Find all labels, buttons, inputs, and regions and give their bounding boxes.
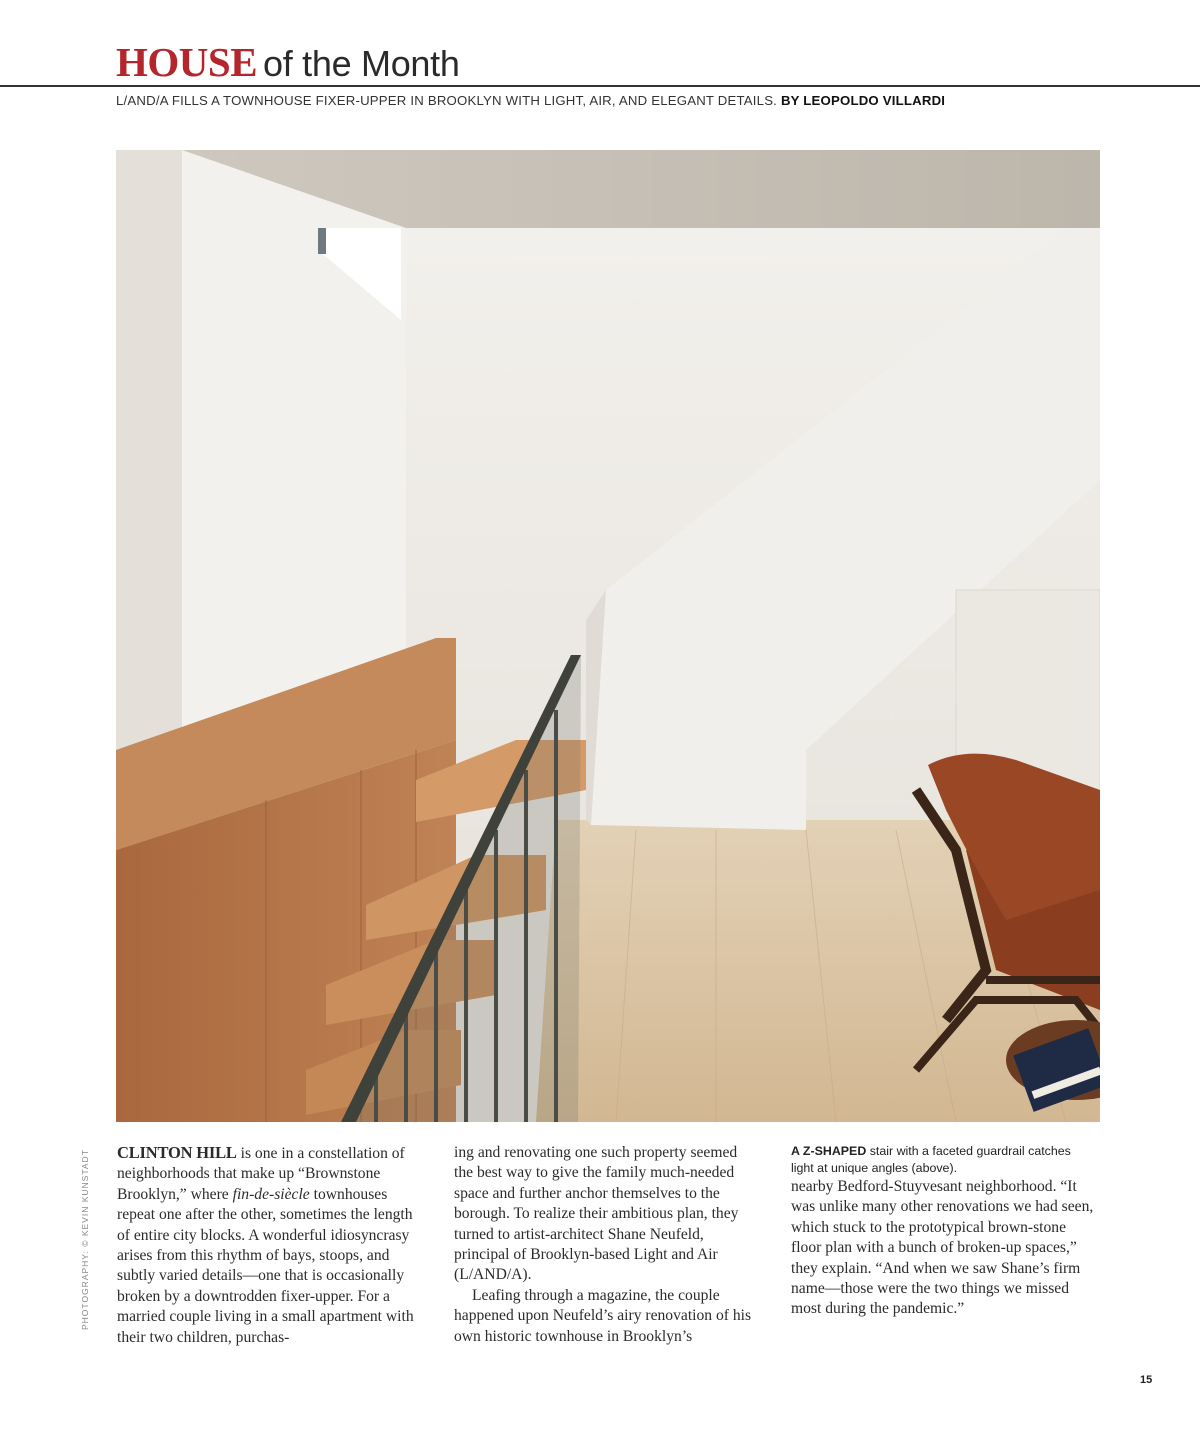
skylight-frame xyxy=(318,228,326,254)
article-paragraph-1-cont: ing and renovating one such property seemed the best way to give the family much-needed space and further anchor themselves to the borough. To realize their ambitious plan, they turned to artist-architect Shane Neufeld, principal of Brooklyn-based Light and Air (L/AND/A). xyxy=(454,1144,739,1284)
photo-credit-text: PHOTOGRAPHY: © KEVIN KUNSTADT xyxy=(80,1149,90,1330)
stair-interior-illustration xyxy=(116,150,1100,1122)
article-column-1 xyxy=(117,1143,422,1348)
left-wall-shadow xyxy=(116,150,182,750)
dek-text: L/AND/A FILLS A TOWNHOUSE FIXER-UPPER IN BROOKLYN WITH LIGHT, AIR, AND ELEGANT DETAILS. xyxy=(116,93,778,108)
dek xyxy=(116,93,945,108)
photo-caption xyxy=(791,1143,1096,1177)
drop-lead: CLINTON HILL xyxy=(117,1143,237,1162)
header-rule xyxy=(0,85,1200,87)
page-number: 15 xyxy=(1140,1374,1153,1386)
photo-credit xyxy=(80,1149,94,1330)
article-paragraph-3: nearby Bedford-Stuyvesant neighborhood. “It was unlike many other renovations we had seen, which stuck to the prototypical brown-stone floor plan with a bunch of broken-up spaces,” they explain. “And when we saw Shane’s firm name—those were the two things we missed most during the pandemic.” xyxy=(791,1178,1094,1318)
caption-lead: A Z-SHAPED xyxy=(791,1144,867,1158)
byline: BY LEOPOLDO VILLARDI xyxy=(780,93,946,108)
section-title-bold: HOUSE xyxy=(116,39,258,85)
hero-photo xyxy=(116,150,1100,1122)
article-italic: fin-de-siècle xyxy=(232,1185,310,1203)
article-text: townhouses repeat one after the other, sometimes the length of entire city blocks. A wonderful idiosyncrasy arises from this rhythm of bays, stoops, and subtly varied details—one that is occasionally broken by a downtrodden fixer-upper. For a married couple living in a small apartment with their two children, purchas- xyxy=(117,1185,414,1346)
article-column-3 xyxy=(791,1143,1096,1320)
section-title xyxy=(116,38,460,84)
section-title-light: of the Month xyxy=(263,43,460,84)
article-paragraph-1 xyxy=(117,1143,422,1348)
article-text: is one in a constellation of neighborhoods that make up “Brownstone Brooklyn,” where xyxy=(117,1145,405,1203)
article-column-2 xyxy=(454,1143,759,1347)
caption-text: stair with a faceted guardrail catches light at unique angles (above). xyxy=(791,1144,1071,1175)
article-paragraph-2: Leafing through a magazine, the couple happened upon Neufeld’s airy renovation of his own historic townhouse in Brooklyn’s xyxy=(454,1286,752,1345)
